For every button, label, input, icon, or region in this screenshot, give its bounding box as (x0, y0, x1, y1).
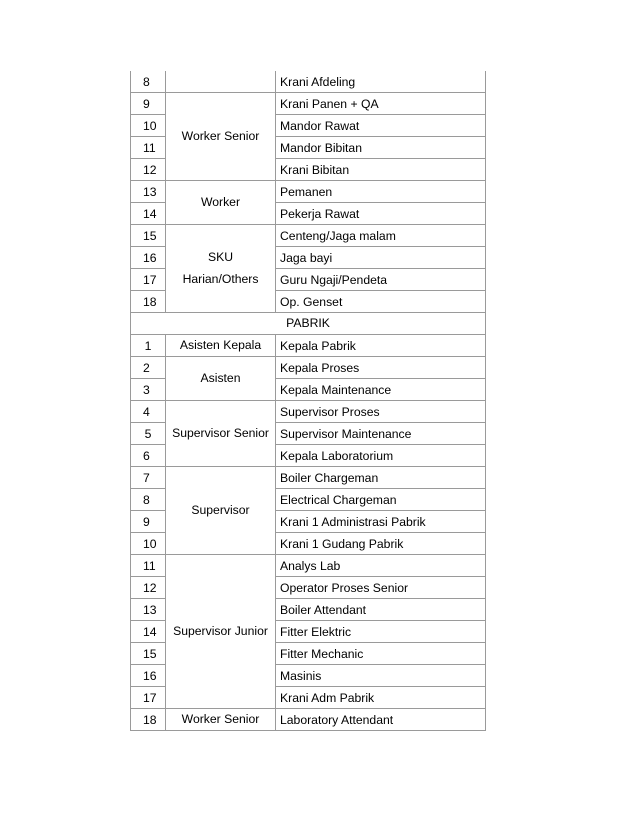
grade-label: Worker (200, 195, 241, 209)
position-cell: Pekerja Rawat (276, 202, 486, 224)
row-number: 17 (131, 686, 166, 708)
row-number: 8 (131, 488, 166, 510)
position-cell: Mandor Rawat (276, 114, 486, 136)
grade-label: Worker Senior (181, 129, 260, 143)
grade-label: Worker Senior (181, 712, 260, 726)
row-number: 5 (131, 422, 166, 444)
row-number: 18 (131, 290, 166, 312)
row-number: 3 (131, 378, 166, 400)
grade-label: Supervisor (191, 503, 250, 517)
position-cell: Laboratory Attendant (276, 708, 486, 730)
row-number: 4 (131, 400, 166, 422)
row-number: 6 (131, 444, 166, 466)
position-cell: Kepala Proses (276, 356, 486, 378)
row-number: 11 (131, 554, 166, 576)
grade-label: Asisten (200, 371, 241, 385)
position-cell: Boiler Chargeman (276, 466, 486, 488)
row-number: 8 (131, 71, 166, 92)
grade-cell (166, 708, 276, 730)
position-cell: Fitter Elektric (276, 620, 486, 642)
position-cell: Boiler Attendant (276, 598, 486, 620)
grade-cell (166, 180, 276, 224)
table-row (131, 466, 486, 488)
row-number: 10 (131, 532, 166, 554)
row-number: 13 (131, 598, 166, 620)
table-row (131, 554, 486, 576)
grade-cell (166, 400, 276, 466)
position-cell: Analys Lab (276, 554, 486, 576)
table-row (131, 400, 486, 422)
table-row (131, 708, 486, 730)
grade-cell (166, 466, 276, 554)
row-number: 11 (131, 136, 166, 158)
section-title: PABRIK (131, 312, 486, 334)
section-row (131, 312, 486, 334)
row-number: 1 (131, 334, 166, 356)
position-cell: Krani 1 Administrasi Pabrik (276, 510, 486, 532)
position-cell: Fitter Mechanic (276, 642, 486, 664)
row-number: 9 (131, 92, 166, 114)
row-number: 12 (131, 158, 166, 180)
position-cell: Guru Ngaji/Pendeta (276, 268, 486, 290)
position-cell: Krani Bibitan (276, 158, 486, 180)
grade-cell (166, 224, 276, 312)
grade-cell (166, 92, 276, 180)
row-number: 2 (131, 356, 166, 378)
table-row (131, 71, 486, 92)
row-number: 10 (131, 114, 166, 136)
row-number: 13 (131, 180, 166, 202)
position-cell: Pemanen (276, 180, 486, 202)
table-row (131, 180, 486, 202)
job-grade-table (130, 71, 486, 731)
grade-label: Supervisor Junior (173, 624, 268, 638)
row-number: 12 (131, 576, 166, 598)
table-row (131, 224, 486, 246)
grade-cell-empty (166, 71, 276, 92)
table-row (131, 92, 486, 114)
grade-label-line2: Harian/Others (182, 272, 259, 286)
table-row (131, 334, 486, 356)
row-number: 7 (131, 466, 166, 488)
row-number: 16 (131, 664, 166, 686)
row-number: 17 (131, 268, 166, 290)
position-cell: Centeng/Jaga malam (276, 224, 486, 246)
position-cell: Mandor Bibitan (276, 136, 486, 158)
position-cell: Krani Adm Pabrik (276, 686, 486, 708)
position-cell: Krani 1 Gudang Pabrik (276, 532, 486, 554)
position-cell: Krani Panen + QA (276, 92, 486, 114)
position-cell: Kepala Pabrik (276, 334, 486, 356)
row-number: 16 (131, 246, 166, 268)
row-number: 9 (131, 510, 166, 532)
position-cell: Krani Afdeling (276, 71, 486, 92)
position-cell: Electrical Chargeman (276, 488, 486, 510)
row-number: 14 (131, 202, 166, 224)
table-row (131, 356, 486, 378)
grade-label: Asisten Kepala (179, 338, 262, 352)
position-cell: Masinis (276, 664, 486, 686)
position-cell: Jaga bayi (276, 246, 486, 268)
grade-cell (166, 554, 276, 708)
grade-cell (166, 334, 276, 356)
position-cell: Op. Genset (276, 290, 486, 312)
position-cell: Kepala Maintenance (276, 378, 486, 400)
row-number: 15 (131, 224, 166, 246)
position-cell: Kepala Laboratorium (276, 444, 486, 466)
position-cell: Supervisor Proses (276, 400, 486, 422)
row-number: 15 (131, 642, 166, 664)
row-number: 18 (131, 708, 166, 730)
grade-cell (166, 356, 276, 400)
grade-label: Supervisor Senior (172, 426, 269, 440)
position-cell: Operator Proses Senior (276, 576, 486, 598)
position-cell: Supervisor Maintenance (276, 422, 486, 444)
grade-label-line1: SKU (207, 250, 234, 264)
row-number: 14 (131, 620, 166, 642)
